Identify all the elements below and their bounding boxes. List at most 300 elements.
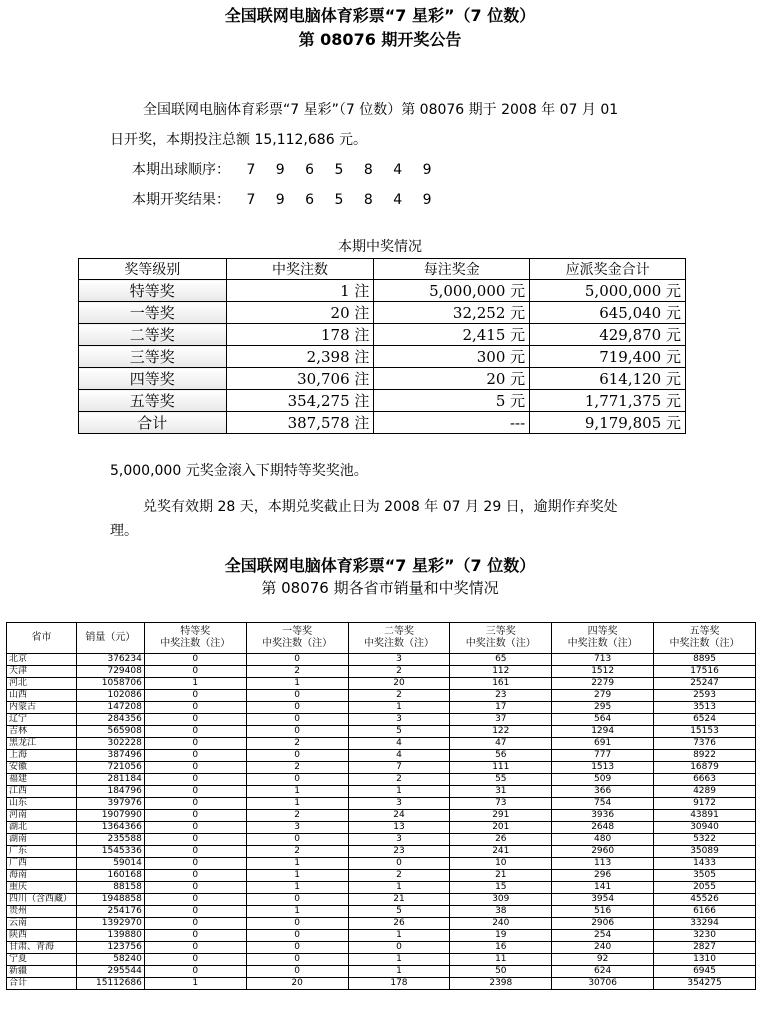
province-name: 黑龙江 (7, 738, 77, 750)
province-sales: 1545336 (76, 846, 144, 858)
province-sales: 729408 (76, 666, 144, 678)
level-1-count: 0 (246, 654, 348, 666)
level-2-count: 20 (348, 678, 450, 690)
level-1-count: 0 (246, 834, 348, 846)
province-table (6, 622, 756, 990)
level-1-count: 2 (246, 810, 348, 822)
prize-total: 719,400 元 (530, 346, 686, 368)
level-3-count: 11 (450, 954, 552, 966)
province-name: 山西 (7, 690, 77, 702)
level-5-count: 8922 (654, 750, 756, 762)
prize-total: 9,179,805 元 (530, 412, 686, 434)
province-row (7, 846, 756, 858)
province-name: 甘肃、青海 (7, 942, 77, 954)
level-5-count: 30940 (654, 822, 756, 834)
prize-count: 354,275 注 (226, 390, 374, 412)
level-0-count: 0 (144, 774, 246, 786)
level-0-count: 0 (144, 906, 246, 918)
province-sales: 160168 (76, 870, 144, 882)
province-sales: 284356 (76, 714, 144, 726)
level-4-count: 296 (552, 870, 654, 882)
level-5-count: 3513 (654, 702, 756, 714)
level-2-count: 178 (348, 978, 450, 990)
level-3-count: 241 (450, 846, 552, 858)
province-sales: 721056 (76, 762, 144, 774)
province-name: 广西 (7, 858, 77, 870)
header-level-2: 二等奖 中奖注数（注） (348, 623, 450, 654)
level-0-count: 0 (144, 654, 246, 666)
province-row (7, 738, 756, 750)
level-4-count: 141 (552, 882, 654, 894)
level-2-count: 4 (348, 738, 450, 750)
level-1-count: 1 (246, 678, 348, 690)
province-sales: 254176 (76, 906, 144, 918)
draw-order-row (132, 161, 440, 179)
level-4-count: 113 (552, 858, 654, 870)
level-1-count: 2 (246, 738, 348, 750)
prize-count: 30,706 注 (226, 368, 374, 390)
prize-table-header (79, 259, 686, 280)
prize-count: 178 注 (226, 324, 374, 346)
prize-level: 特等奖 (79, 280, 227, 302)
province-name: 内蒙古 (7, 702, 77, 714)
level-3-count: 23 (450, 690, 552, 702)
level-5-count: 4289 (654, 786, 756, 798)
prize-total: 645,040 元 (530, 302, 686, 324)
prize-level: 三等奖 (79, 346, 227, 368)
level-3-count: 2398 (450, 978, 552, 990)
prize-row (79, 324, 686, 346)
claim-note-line-2: 理。 (110, 523, 138, 539)
province-sales: 139880 (76, 930, 144, 942)
prize-level: 二等奖 (79, 324, 227, 346)
level-4-count: 777 (552, 750, 654, 762)
level-0-count: 0 (144, 942, 246, 954)
level-1-count: 0 (246, 690, 348, 702)
level-1-count: 0 (246, 930, 348, 942)
level-5-count: 3505 (654, 870, 756, 882)
level-5-count: 8895 (654, 654, 756, 666)
province-row (7, 798, 756, 810)
level-0-count: 0 (144, 798, 246, 810)
header-total: 应派奖金合计 (530, 259, 686, 280)
prize-each: 5 元 (374, 390, 530, 412)
prize-row (79, 368, 686, 390)
header-level-4: 四等奖 中奖注数（注） (552, 623, 654, 654)
province-name: 福建 (7, 774, 77, 786)
province-name: 贵州 (7, 906, 77, 918)
level-3-count: 56 (450, 750, 552, 762)
level-0-count: 0 (144, 954, 246, 966)
level-0-count: 0 (144, 738, 246, 750)
level-4-count: 1513 (552, 762, 654, 774)
level-5-count: 7376 (654, 738, 756, 750)
prize-each: 20 元 (374, 368, 530, 390)
level-0-count: 0 (144, 822, 246, 834)
level-4-count: 92 (552, 954, 654, 966)
province-row (7, 858, 756, 870)
level-2-count: 5 (348, 906, 450, 918)
province-name: 天津 (7, 666, 77, 678)
level-4-count: 509 (552, 774, 654, 786)
prize-table (78, 258, 686, 434)
level-5-count: 1433 (654, 858, 756, 870)
level-5-count: 5322 (654, 834, 756, 846)
province-row (7, 942, 756, 954)
level-4-count: 564 (552, 714, 654, 726)
level-3-count: 16 (450, 942, 552, 954)
level-1-count: 0 (246, 918, 348, 930)
province-sales: 397976 (76, 798, 144, 810)
province-name: 上海 (7, 750, 77, 762)
level-2-count: 5 (348, 726, 450, 738)
level-3-count: 10 (450, 858, 552, 870)
header-count: 中奖注数 (226, 259, 374, 280)
level-2-count: 1 (348, 882, 450, 894)
level-5-count: 1310 (654, 954, 756, 966)
prize-level: 四等奖 (79, 368, 227, 390)
level-5-count: 35089 (654, 846, 756, 858)
province-row (7, 750, 756, 762)
level-5-count: 6663 (654, 774, 756, 786)
level-5-count: 25247 (654, 678, 756, 690)
level-0-count: 0 (144, 690, 246, 702)
level-0-count: 0 (144, 714, 246, 726)
level-3-count: 291 (450, 810, 552, 822)
level-5-count: 43891 (654, 810, 756, 822)
level-5-count: 2055 (654, 882, 756, 894)
province-name: 安徽 (7, 762, 77, 774)
province-row (7, 702, 756, 714)
intro-line-2: 日开奖，本期投注总额 15,112,686 元。 (110, 132, 368, 148)
level-0-count: 0 (144, 846, 246, 858)
level-0-count: 0 (144, 726, 246, 738)
province-name: 河北 (7, 678, 77, 690)
level-4-count: 2906 (552, 918, 654, 930)
level-0-count: 0 (144, 882, 246, 894)
level-0-count: 0 (144, 810, 246, 822)
prize-row (79, 390, 686, 412)
level-2-count: 1 (348, 702, 450, 714)
province-sales: 235588 (76, 834, 144, 846)
province-name: 四川（含西藏） (7, 894, 77, 906)
level-0-count: 0 (144, 702, 246, 714)
level-2-count: 1 (348, 930, 450, 942)
level-1-count: 0 (246, 702, 348, 714)
header-province: 省市 (7, 623, 77, 654)
province-sales: 1907990 (76, 810, 144, 822)
level-2-count: 2 (348, 774, 450, 786)
level-1-count: 1 (246, 906, 348, 918)
level-3-count: 161 (450, 678, 552, 690)
level-2-count: 23 (348, 846, 450, 858)
province-row (7, 906, 756, 918)
province-row (7, 678, 756, 690)
level-3-count: 21 (450, 870, 552, 882)
prize-row (79, 412, 686, 434)
prize-count: 2,398 注 (226, 346, 374, 368)
level-1-count: 3 (246, 822, 348, 834)
level-2-count: 26 (348, 918, 450, 930)
province-row (7, 762, 756, 774)
level-4-count: 3936 (552, 810, 654, 822)
level-1-count: 1 (246, 882, 348, 894)
level-1-count: 0 (246, 726, 348, 738)
level-4-count: 30706 (552, 978, 654, 990)
level-2-count: 3 (348, 834, 450, 846)
province-name: 广东 (7, 846, 77, 858)
prize-count: 387,578 注 (226, 412, 374, 434)
draw-order-numbers: 7 9 6 5 8 4 9 (246, 162, 440, 178)
province-row (7, 930, 756, 942)
level-5-count: 45526 (654, 894, 756, 906)
level-0-count: 0 (144, 834, 246, 846)
prize-each: 32,252 元 (374, 302, 530, 324)
prize-count: 1 注 (226, 280, 374, 302)
level-2-count: 0 (348, 942, 450, 954)
province-name: 合计 (7, 978, 77, 990)
level-0-count: 0 (144, 858, 246, 870)
province-row (7, 966, 756, 978)
level-3-count: 50 (450, 966, 552, 978)
level-3-count: 309 (450, 894, 552, 906)
level-3-count: 55 (450, 774, 552, 786)
prize-total: 5,000,000 元 (530, 280, 686, 302)
level-0-count: 1 (144, 978, 246, 990)
level-0-count: 0 (144, 930, 246, 942)
province-sales: 387496 (76, 750, 144, 762)
level-4-count: 2960 (552, 846, 654, 858)
level-2-count: 7 (348, 762, 450, 774)
province-name: 辽宁 (7, 714, 77, 726)
province-row (7, 822, 756, 834)
level-5-count: 6945 (654, 966, 756, 978)
level-0-count: 0 (144, 666, 246, 678)
province-sales: 281184 (76, 774, 144, 786)
prize-level: 合计 (79, 412, 227, 434)
level-1-count: 0 (246, 894, 348, 906)
province-name: 新疆 (7, 966, 77, 978)
province-name: 海南 (7, 870, 77, 882)
prize-total: 429,870 元 (530, 324, 686, 346)
level-4-count: 1294 (552, 726, 654, 738)
province-name: 重庆 (7, 882, 77, 894)
prize-total: 614,120 元 (530, 368, 686, 390)
level-2-count: 13 (348, 822, 450, 834)
level-0-count: 0 (144, 894, 246, 906)
intro-line-1: 全国联网电脑体育彩票“7 星彩”（7 位数）第 08076 期于 2008 年 07 月 01 (143, 102, 619, 118)
province-sales: 15112686 (76, 978, 144, 990)
level-4-count: 691 (552, 738, 654, 750)
level-4-count: 516 (552, 906, 654, 918)
header-level-3: 三等奖 中奖注数（注） (450, 623, 552, 654)
level-5-count: 17516 (654, 666, 756, 678)
province-name: 陕西 (7, 930, 77, 942)
level-4-count: 1512 (552, 666, 654, 678)
level-3-count: 15 (450, 882, 552, 894)
province-row (7, 654, 756, 666)
level-5-count: 2593 (654, 690, 756, 702)
level-4-count: 279 (552, 690, 654, 702)
level-5-count: 3230 (654, 930, 756, 942)
level-1-count: 20 (246, 978, 348, 990)
province-row (7, 726, 756, 738)
province-name: 湖南 (7, 834, 77, 846)
level-1-count: 1 (246, 870, 348, 882)
province-name: 云南 (7, 918, 77, 930)
announcement-issue: 第 08076 期开奖公告 (298, 30, 462, 49)
level-4-count: 713 (552, 654, 654, 666)
header-sales: 销量（元） (76, 623, 144, 654)
level-4-count: 366 (552, 786, 654, 798)
level-0-count: 0 (144, 786, 246, 798)
level-1-count: 2 (246, 666, 348, 678)
level-3-count: 111 (450, 762, 552, 774)
prize-each: 300 元 (374, 346, 530, 368)
province-row (7, 786, 756, 798)
level-3-count: 240 (450, 918, 552, 930)
level-1-count: 0 (246, 966, 348, 978)
level-2-count: 24 (348, 810, 450, 822)
province-sales: 58240 (76, 954, 144, 966)
level-5-count: 16879 (654, 762, 756, 774)
province-sales: 302228 (76, 738, 144, 750)
level-1-count: 2 (246, 846, 348, 858)
level-2-count: 2 (348, 690, 450, 702)
province-row (7, 978, 756, 990)
level-4-count: 295 (552, 702, 654, 714)
rollover-note: 5,000,000 元奖金滚入下期特等奖奖池。 (110, 463, 368, 479)
draw-order-label: 本期出球顺序： (132, 162, 230, 178)
prize-each: 2,415 元 (374, 324, 530, 346)
draw-result-row (132, 191, 440, 209)
level-3-count: 38 (450, 906, 552, 918)
level-3-count: 112 (450, 666, 552, 678)
level-2-count: 21 (348, 894, 450, 906)
province-name: 河南 (7, 810, 77, 822)
header-level-0: 特等奖 中奖注数（注） (144, 623, 246, 654)
province-sales: 59014 (76, 858, 144, 870)
province-row (7, 918, 756, 930)
level-0-count: 0 (144, 966, 246, 978)
level-4-count: 754 (552, 798, 654, 810)
draw-result-label: 本期开奖结果： (132, 192, 230, 208)
province-sales: 565908 (76, 726, 144, 738)
level-1-count: 0 (246, 714, 348, 726)
level-4-count: 624 (552, 966, 654, 978)
level-5-count: 9172 (654, 798, 756, 810)
level-5-count: 33294 (654, 918, 756, 930)
province-name: 湖北 (7, 822, 77, 834)
level-0-count: 0 (144, 918, 246, 930)
level-3-count: 65 (450, 654, 552, 666)
level-0-count: 0 (144, 762, 246, 774)
level-2-count: 1 (348, 954, 450, 966)
header-level-5: 五等奖 中奖注数（注） (654, 623, 756, 654)
level-1-count: 0 (246, 942, 348, 954)
level-2-count: 1 (348, 966, 450, 978)
province-row (7, 714, 756, 726)
province-title: 全国联网电脑体育彩票“7 星彩”（7 位数） (224, 556, 536, 575)
province-name: 北京 (7, 654, 77, 666)
level-4-count: 240 (552, 942, 654, 954)
level-3-count: 26 (450, 834, 552, 846)
province-sales: 102086 (76, 690, 144, 702)
level-2-count: 4 (348, 750, 450, 762)
level-3-count: 31 (450, 786, 552, 798)
level-4-count: 254 (552, 930, 654, 942)
level-5-count: 6166 (654, 906, 756, 918)
province-sales: 295544 (76, 966, 144, 978)
level-1-count: 0 (246, 954, 348, 966)
province-table-header (7, 623, 756, 654)
level-0-count: 0 (144, 870, 246, 882)
prize-row (79, 280, 686, 302)
level-1-count: 1 (246, 858, 348, 870)
level-2-count: 3 (348, 798, 450, 810)
level-3-count: 122 (450, 726, 552, 738)
province-name: 山东 (7, 798, 77, 810)
level-2-count: 1 (348, 786, 450, 798)
province-row (7, 690, 756, 702)
level-2-count: 2 (348, 870, 450, 882)
announcement-title: 全国联网电脑体育彩票“7 星彩”（7 位数） (224, 6, 536, 25)
prize-row (79, 302, 686, 324)
header-level-1: 一等奖 中奖注数（注） (246, 623, 348, 654)
province-sales: 1364366 (76, 822, 144, 834)
level-5-count: 354275 (654, 978, 756, 990)
prize-total: 1,771,375 元 (530, 390, 686, 412)
province-sales: 1058706 (76, 678, 144, 690)
level-1-count: 0 (246, 774, 348, 786)
level-2-count: 3 (348, 654, 450, 666)
province-name: 宁夏 (7, 954, 77, 966)
province-name: 江西 (7, 786, 77, 798)
level-1-count: 1 (246, 786, 348, 798)
province-name: 吉林 (7, 726, 77, 738)
prize-table-caption: 本期中奖情况 (338, 239, 422, 255)
level-2-count: 0 (348, 858, 450, 870)
province-row (7, 882, 756, 894)
province-row (7, 774, 756, 786)
level-1-count: 1 (246, 798, 348, 810)
province-sales: 184796 (76, 786, 144, 798)
level-4-count: 2279 (552, 678, 654, 690)
province-sales: 1392970 (76, 918, 144, 930)
level-4-count: 3954 (552, 894, 654, 906)
province-row (7, 894, 756, 906)
province-row (7, 834, 756, 846)
province-row (7, 870, 756, 882)
draw-result-numbers: 7 9 6 5 8 4 9 (246, 192, 440, 208)
level-3-count: 37 (450, 714, 552, 726)
prize-each: 5,000,000 元 (374, 280, 530, 302)
province-row (7, 810, 756, 822)
prize-level: 五等奖 (79, 390, 227, 412)
prize-level: 一等奖 (79, 302, 227, 324)
prize-count: 20 注 (226, 302, 374, 324)
prize-each: --- (374, 412, 530, 434)
level-3-count: 73 (450, 798, 552, 810)
province-sales: 376234 (76, 654, 144, 666)
header-each: 每注奖金 (374, 259, 530, 280)
level-3-count: 17 (450, 702, 552, 714)
province-row (7, 666, 756, 678)
province-sales: 147208 (76, 702, 144, 714)
level-1-count: 0 (246, 750, 348, 762)
level-5-count: 6524 (654, 714, 756, 726)
level-5-count: 15153 (654, 726, 756, 738)
